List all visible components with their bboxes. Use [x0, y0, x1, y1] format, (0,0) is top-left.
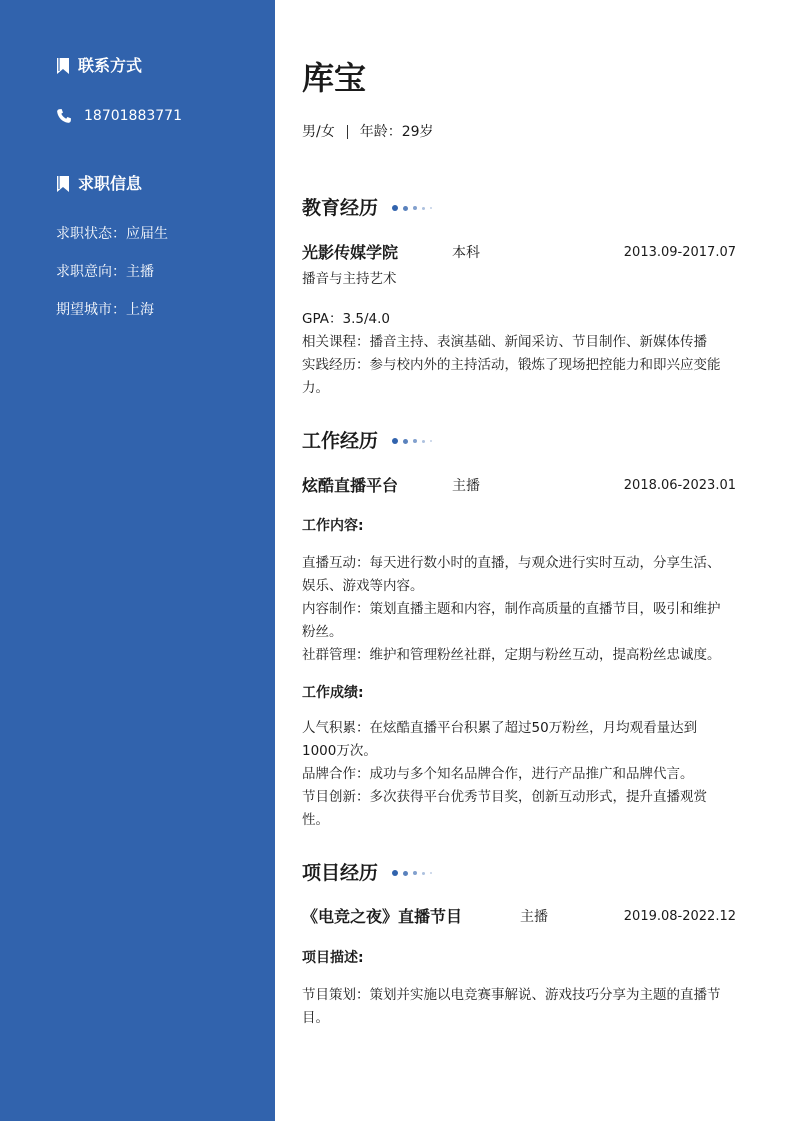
decorative-dots — [392, 438, 432, 444]
project-entry — [302, 905, 736, 929]
text-line: 节目策划：策划并实施以电竞赛事解说、游戏技巧分享为主题的直播节 — [302, 987, 721, 1003]
work-content — [302, 552, 738, 667]
phone-number: 18701883771 — [84, 108, 182, 124]
text-line: 1000万次。 — [302, 743, 377, 759]
school-name: 光影传媒学院 — [302, 243, 399, 262]
work-dates: 2018.06-2023.01 — [623, 478, 736, 493]
job-city: 期望城市：上海 — [56, 302, 154, 318]
project-desc-title: 项目描述: — [302, 950, 364, 966]
text-line: 内容制作：策划直播主题和内容，制作高质量的直播节目，吸引和维护 — [302, 601, 721, 617]
text-line: 相关课程：播音主持、表演基础、新闻采访、节目制作、新媒体传播 — [302, 334, 707, 350]
phone-icon — [56, 108, 72, 124]
text-line: 直播互动：每天进行数小时的直播，与观众进行实时互动，分享生活、 — [302, 555, 721, 571]
gender: 男/女 — [302, 124, 335, 140]
text-line: 娱乐、游戏等内容。 — [302, 578, 424, 594]
decorative-dots — [392, 205, 432, 211]
text-line: 社群管理：维护和管理粉丝社群，定期与粉丝互动，提高粉丝忠诚度。 — [302, 647, 721, 663]
work-achievement-title: 工作成绩: — [302, 685, 364, 701]
text-line: 人气积累：在炫酷直播平台积累了超过50万粉丝，月均观看量达到 — [302, 720, 698, 736]
job-section-title — [56, 174, 142, 194]
position: 主播 — [452, 478, 480, 494]
project-dates: 2019.08-2022.12 — [623, 909, 736, 924]
work-section-title — [302, 428, 432, 454]
major: 播音与主持艺术 — [302, 271, 397, 287]
work-title: 工作经历 — [302, 430, 379, 452]
sidebar — [0, 0, 275, 1121]
job-intention: 求职意向：主播 — [56, 264, 154, 280]
age: 年龄：29岁 — [359, 124, 434, 140]
bookmark-icon — [56, 58, 70, 74]
text-line: 性。 — [302, 812, 329, 828]
education-dates: 2013.09-2017.07 — [623, 245, 736, 260]
work-achievements — [302, 717, 738, 832]
candidate-name: 库宝 — [302, 59, 367, 97]
project-name: 《电竞之夜》直播节目 — [302, 907, 463, 926]
text-line: 品牌合作：成功与多个知名品牌合作，进行产品推广和品牌代言。 — [302, 766, 694, 782]
text-line: 节目创新：多次获得平台优秀节目奖，创新互动形式，提升直播观赏 — [302, 789, 707, 805]
job-title: 求职信息 — [78, 174, 143, 193]
work-entry — [302, 474, 736, 498]
contact-title: 联系方式 — [78, 56, 143, 75]
job-status: 求职状态：应届生 — [56, 226, 168, 242]
text-line: 力。 — [302, 380, 329, 396]
text-line: 实践经历：参与校内外的主持活动，锻炼了现场把控能力和即兴应变能 — [302, 357, 721, 373]
work-content-title: 工作内容: — [302, 518, 364, 534]
project-title: 项目经历 — [302, 862, 379, 884]
company-name: 炫酷直播平台 — [302, 476, 399, 495]
project-role: 主播 — [520, 909, 548, 925]
education-details — [302, 308, 738, 400]
text-line: GPA：3.5/4.0 — [302, 311, 390, 327]
bookmark-icon — [56, 176, 70, 192]
decorative-dots — [392, 870, 432, 876]
education-section-title — [302, 195, 432, 221]
text-line: 粉丝。 — [302, 624, 343, 640]
project-section-title — [302, 860, 432, 886]
education-title: 教育经历 — [302, 197, 379, 219]
text-line: 目。 — [302, 1010, 329, 1026]
phone-line — [56, 106, 182, 126]
education-entry — [302, 241, 736, 265]
divider — [347, 125, 348, 139]
basic-info — [302, 122, 434, 142]
project-description — [302, 984, 738, 1030]
contact-section-title — [56, 56, 142, 76]
degree: 本科 — [452, 245, 480, 261]
